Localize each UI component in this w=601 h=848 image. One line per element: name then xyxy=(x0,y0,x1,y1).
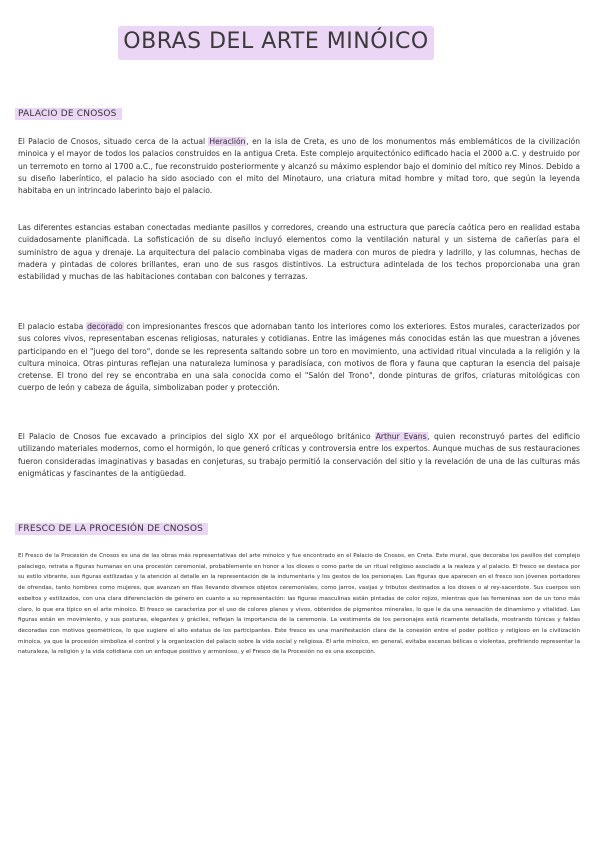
paragraph-palace-4 xyxy=(18,431,580,480)
paragraph-fresco-1 xyxy=(18,551,580,658)
highlighted-term: Heraclión xyxy=(209,137,246,146)
section-heading-palace: PALACIO DE CNOSOS xyxy=(15,108,122,120)
text-run: El Fresco de la Procesión de Cnosos es una de las obras más representativas del arte minoico y fue encontrado en el Palacio de Cnosos, en Creta. Este mural, que decoraba los pasillos del complejo palaciego, retrata a figuras humanas en una procesión ceremonial, probablemente en honor a los dioses o como parte de un ritual religioso asociado a la realeza y al palacio. El fresco se destaca por su estilo vibrante, sus figuras estilizadas y la atención al detalle en la representación de la indumentaria y los gestos de los personajes. Las figuras que aparecen en el fresco son jóvenes portadores de ofrendas, tanto hombres como mujeres, que avanzan en filas llevando diversos objetos ceremoniales, como jarros, vasijas y tributos destinados a los dioses o al rey-sacerdote. Sus cuerpos son esbeltos y estilizados, con una clara diferenciación de género en cuanto a su representación: las figuras masculinas están pintadas de color rojizo, mientras que las femeninas son de un tono más claro, lo que era típico en el arte minoico. El fresco se caracteriza por el uso de colores planos y vivos, obtenidos de pigmentos minerales, lo que le da una sensación de dinamismo y vitalidad. Las figuras están en movimiento, y sus posturas, elegantes y gráciles, reflejan la importancia de la ceremonia. La vestimenta de los personajes está ricamente detallada, mostrando túnicas y faldas decoradas con motivos geométricos, lo que sugiere el alto estatus de los participantes. Este fresco es una manifestación clara de la conexión entre el poder político y religioso en la civilización minoica, ya que la procesión simboliza el control y la organización del palacio sobre la vida social y religiosa. El arte minoico, en general, evitaba escenas bélicas o violentas, prefiriendo representar la naturaleza, la religión y la vida cotidiana con un enfoque positivo y armonioso, y el Fresco de la Procesión no es una excepción. xyxy=(18,553,580,656)
paragraph-palace-2 xyxy=(18,222,580,283)
highlighted-term: Arthur Evans xyxy=(375,432,427,441)
text-run: , quien reconstruyó partes del edificio utilizando materiales modernos, como el hormigón, lo que generó críticas y controversia entre los expertos. Aunque muchas de sus restauraciones fueron consideradas imaginativas y basadas en conjeturas, su trabajo permitió la conservación del sitio y la revelación de una de las culturas más enigmáticas y fascinantes de la antigüedad. xyxy=(18,432,580,478)
title-highlight xyxy=(118,26,434,60)
text-run: El Palacio de Cnosos fue excavado a principios del siglo XX por el arqueólogo británico xyxy=(18,432,375,441)
text-run: con impresionantes frescos que adornaban tanto los interiores como los exteriores. Estos murales, caracterizados por sus colores vivos, representaban escenas religiosas, naturales y cotidianas. Entre las imágenes más conocidas están las que muestran a jóvenes participando en el "juego del toro", donde se les representa saltando sobre un toro en movimiento, una actividad ritual vinculada a la religión y la cultura minoica. Otras pinturas reflejan una naturaleza luminosa y paradisíaca, con motivos de flora y fauna que capturan la esencia del paisaje cretense. El trono del rey se encontraba en una sala conocida como el "Salón del Trono", donde pinturas de grifos, criaturas mitológicas con cuerpo de león y cabeza de águila, simbolizaban poder y protección. xyxy=(18,322,580,393)
paragraph-palace-3 xyxy=(18,321,580,395)
text-run: Las diferentes estancias estaban conectadas mediante pasillos y corredores, creando una estructura que parecía caótica pero en realidad estaba cuidadosamente planificada. La sofisticación de su diseño incluyó elementos como la ventilación natural y un sistema de cañerías para el suministro de agua y drenaje. La arquitectura del palacio combinaba vigas de madera con muros de piedra y ladrillo, y las columnas, hechas de madera y pintadas de colores brillantes, eran uno de sus rasgos distintivos. La estructura adintelada de los techos proporcionaba una gran estabilidad y muchas de las habitaciones contaban con balcones y terrazas. xyxy=(18,223,580,282)
text-run: El palacio estaba xyxy=(18,322,87,331)
section-heading-fresco: FRESCO DE LA PROCESIÓN DE CNOSOS xyxy=(15,523,208,535)
text-run: , en la isla de Creta, es uno de los monumentos más emblemáticos de la civilización minoica y el mayor de todos los palacios construidos en la antigua Creta. Este complejo arquitectónico edificado hacia el 2000 a.C. y destruido por un terremoto en torno al 1700 a.C., fue reconstruido posteriormente y alcanzó su máximo esplendor bajo el dominio del mítico rey Minos. Debido a su diseño laberíntico, el palacio ha sido asociado con el mito del Minotauro, una criatura mitad hombre y mitad toro, que según la leyenda habitaba en un intrincado laberinto bajo el palacio. xyxy=(18,137,581,196)
text-run: El Palacio de Cnosos, situado cerca de la actual xyxy=(18,137,209,146)
paragraph-palace-1 xyxy=(18,136,580,197)
highlighted-term: decorado xyxy=(87,322,123,331)
page-title: OBRAS DEL ARTE MINÓICO xyxy=(123,29,429,54)
